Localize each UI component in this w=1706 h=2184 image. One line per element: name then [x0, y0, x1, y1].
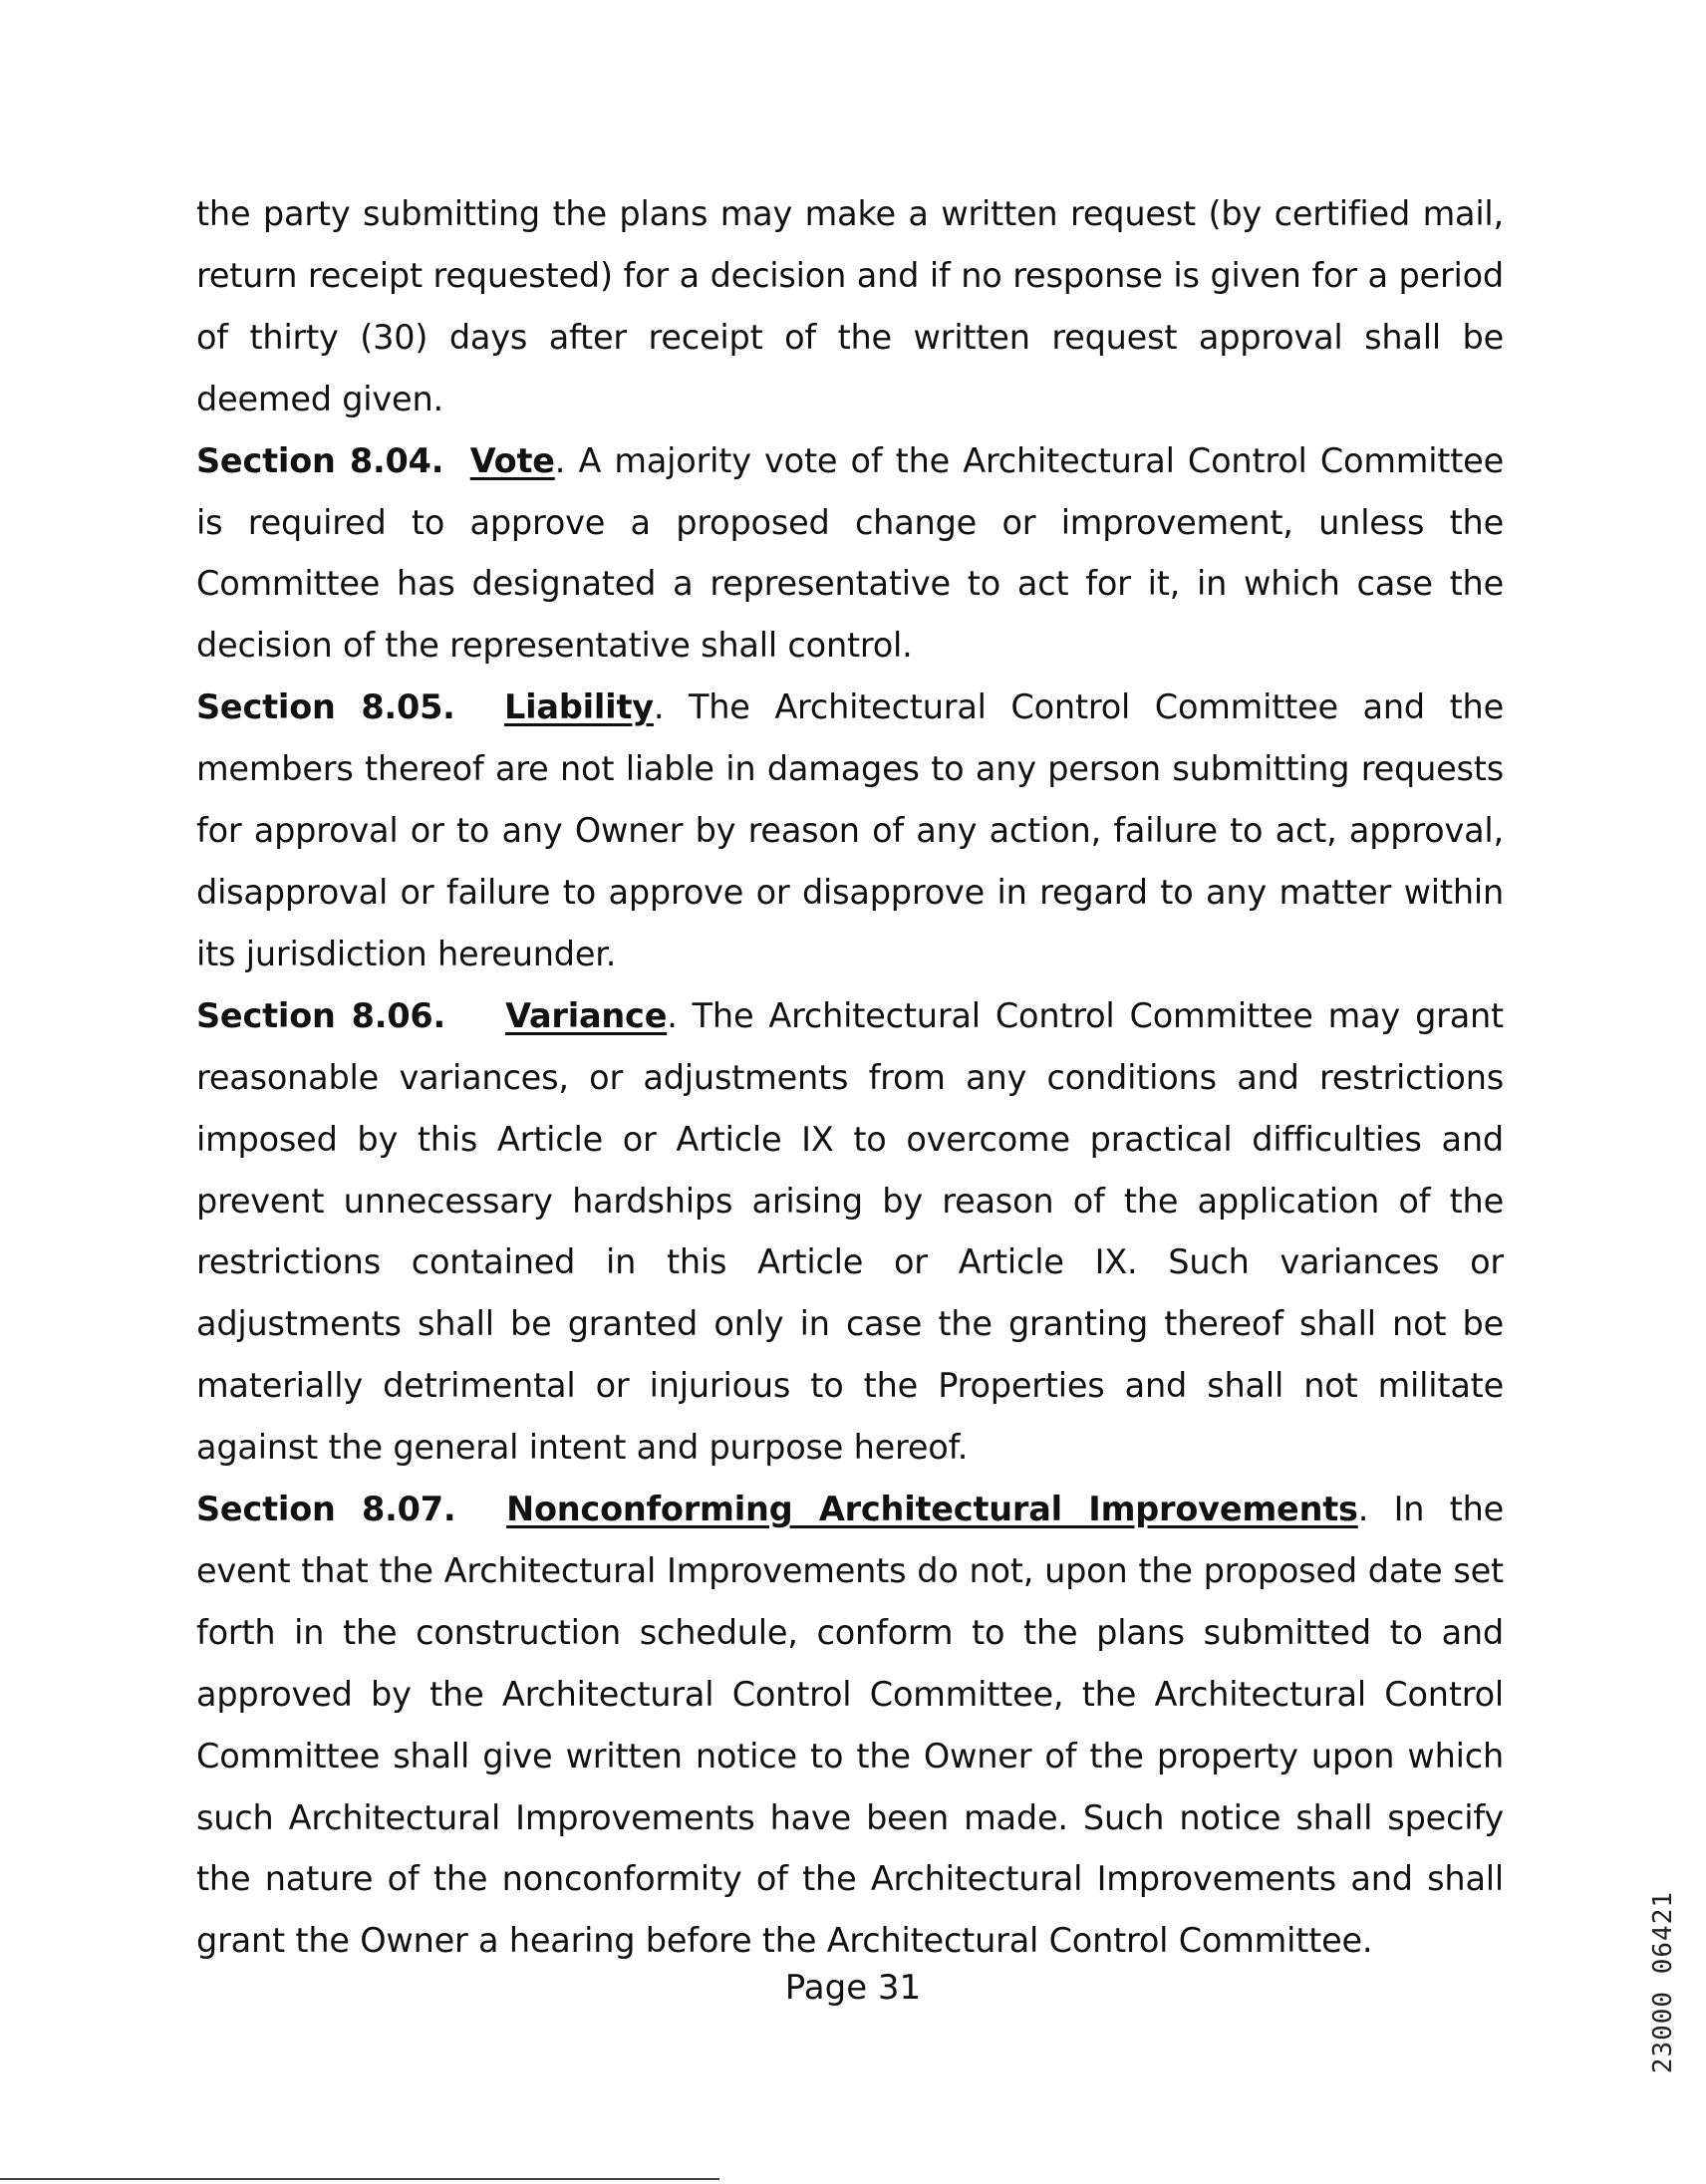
bottom-scan-line: [0, 2178, 719, 2180]
section-title: Variance: [505, 995, 668, 1035]
section-number: Section 8.07.: [196, 1490, 456, 1529]
section-8-07: [196, 1479, 1504, 1972]
page-number: Page 31: [784, 1968, 922, 2008]
document-body: [196, 183, 1504, 1972]
section-8-04: [196, 430, 1504, 678]
section-number: Section 8.06.: [196, 995, 446, 1035]
section-title: Nonconforming Architectural Improvements: [506, 1490, 1358, 1529]
section-title: Liability: [503, 687, 654, 727]
intro-paragraph: the party submitting the plans may make a written request (by certified mail, return receipt requested) for a decision and if no response is given for a period of thirty (30) days after receipt of the written request approval shall be deemed given.: [196, 194, 1504, 418]
section-text: . In the event that the Architectural Improvements do not, upon the proposed date set forth in the construction schedule, conform to the plans submitted to and approved by the Architectural Control Committee, the Architectural Control Committee shall give written notice to the Owner of the property upon which such Architectural Improvements have been made. Such notice shall specify the nature of the nonconformity of the Architectural Improvements and shall grant the Owner a hearing before the Architectural Control Committee.: [196, 1490, 1505, 1961]
section-title: Vote: [469, 440, 555, 480]
recording-stamp: 23000 06421: [1648, 1891, 1678, 2074]
section-8-05: [196, 677, 1504, 985]
section-number: Section 8.05.: [196, 687, 455, 727]
section-text: . The Architectural Control Committee may grant reasonable variances, or adjustments from any conditions and restrictions imposed by this Article or Article IX to overcome practical difficulties and prevent unnecessary hardships arising by reason of the application of the restrictions contained in this Article or Article IX. Such variances or adjustments shall be granted only in case the granting thereof shall not be materially detrimental or injurious to the Properties and shall not militate against the general intent and purpose hereof.: [196, 995, 1504, 1468]
section-text: . A majority vote of the Architectural Control Committee is required to approve a proposed change or improvement, unless the Committee has designated a representative to act for it, in which case the decision of the representative shall control.: [196, 440, 1504, 666]
section-8-06: [196, 985, 1504, 1479]
section-number: Section 8.04.: [196, 440, 444, 480]
section-text: . The Architectural Control Committee and the members thereof are not liable in damages to any person submitting requests for approval or to any Owner by reason of any action, failure to act, approval, disapproval or failure to approve or disapprove in regard to any matter within its jurisdiction hereunder.: [196, 687, 1504, 973]
